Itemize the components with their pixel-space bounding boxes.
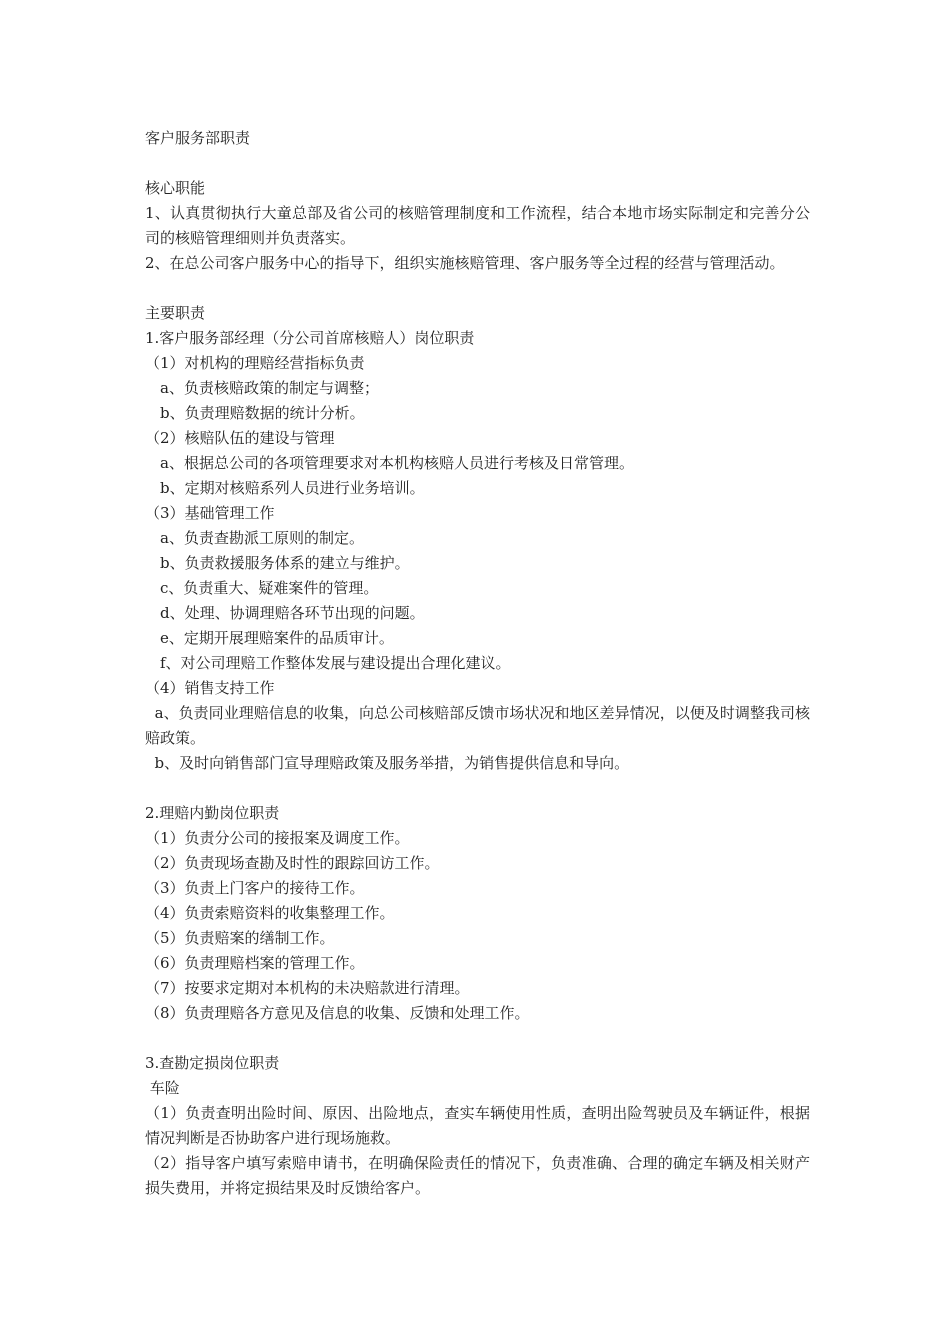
group-title: （3）基础管理工作 bbox=[145, 504, 275, 522]
main-heading: 主要职责 bbox=[145, 304, 206, 322]
list-item: （7）按要求定期对本机构的未决赔款进行清理。 bbox=[145, 979, 470, 997]
list-item: （4）负责索赔资料的收集整理工作。 bbox=[145, 904, 395, 922]
list-item: b、定期对核赔系列人员进行业务培训。 bbox=[160, 479, 425, 497]
list-item: （3）负责上门客户的接待工作。 bbox=[145, 879, 365, 897]
group-title: （1）对机构的理赔经营指标负责 bbox=[145, 354, 365, 372]
list-item: （8）负责理赔各方意见及信息的收集、反馈和处理工作。 bbox=[145, 1004, 530, 1022]
document-title: 客户服务部职责 bbox=[145, 129, 251, 147]
list-item: a、负责查勘派工原则的制定。 bbox=[160, 529, 364, 547]
section-title: 3.查勘定损岗位职责 bbox=[145, 1054, 280, 1072]
group-title: （4）销售支持工作 bbox=[145, 679, 275, 697]
list-item: f、对公司理赔工作整体发展与建设提出合理化建议。 bbox=[160, 654, 511, 672]
list-item: c、负责重大、疑难案件的管理。 bbox=[160, 579, 379, 597]
list-item: （6）负责理赔档案的管理工作。 bbox=[145, 954, 365, 972]
list-item: b、负责理赔数据的统计分析。 bbox=[160, 404, 365, 422]
section-title: 1.客户服务部经理（分公司首席核赔人）岗位职责 bbox=[145, 329, 475, 347]
list-item: （5）负责赔案的缮制工作。 bbox=[145, 929, 335, 947]
list-item: e、定期开展理赔案件的品质审计。 bbox=[160, 629, 394, 647]
section-title: 2.理赔内勤岗位职责 bbox=[145, 804, 280, 822]
list-item: a、负责核赔政策的制定与调整； bbox=[160, 379, 379, 397]
section-subtitle: 车险 bbox=[145, 1079, 180, 1097]
list-item: d、处理、协调理赔各环节出现的问题。 bbox=[160, 604, 425, 622]
core-item: 2、在总公司客户服务中心的指导下，组织实施核赔管理、客户服务等全过程的经营与管理活动。 bbox=[145, 254, 785, 272]
document-page bbox=[145, 126, 810, 1201]
list-item: b、及时向销售部门宣导理赔政策及服务举措，为销售提供信息和导向。 bbox=[145, 754, 630, 772]
blank-line bbox=[145, 776, 810, 801]
list-item: （1）负责查明出险时间、原因、出险地点，查实车辆使用性质，查明出险驾驶员及车辆证件，根据情况判断是否协助客户进行现场施救。 bbox=[145, 1104, 810, 1147]
blank-line bbox=[145, 1026, 810, 1051]
group-title: （2）核赔队伍的建设与管理 bbox=[145, 429, 335, 447]
list-item: a、负责同业理赔信息的收集，向总公司核赔部反馈市场状况和地区差异情况，以便及时调整我司核赔政策。 bbox=[145, 704, 810, 747]
core-item: 1、认真贯彻执行大童总部及省公司的核赔管理制度和工作流程，结合本地市场实际制定和完善分公司的核赔管理细则并负责落实。 bbox=[145, 204, 810, 247]
blank-line bbox=[145, 151, 810, 176]
blank-line bbox=[145, 276, 810, 301]
list-item: b、负责救援服务体系的建立与维护。 bbox=[160, 554, 410, 572]
list-item: （2）负责现场查勘及时性的跟踪回访工作。 bbox=[145, 854, 440, 872]
list-item: （2）指导客户填写索赔申请书，在明确保险责任的情况下，负责准确、合理的确定车辆及相关财产损失费用，并将定损结果及时反馈给客户。 bbox=[145, 1154, 810, 1197]
list-item: （1）负责分公司的接报案及调度工作。 bbox=[145, 829, 410, 847]
list-item: a、根据总公司的各项管理要求对本机构核赔人员进行考核及日常管理。 bbox=[160, 454, 634, 472]
core-heading: 核心职能 bbox=[145, 179, 206, 197]
